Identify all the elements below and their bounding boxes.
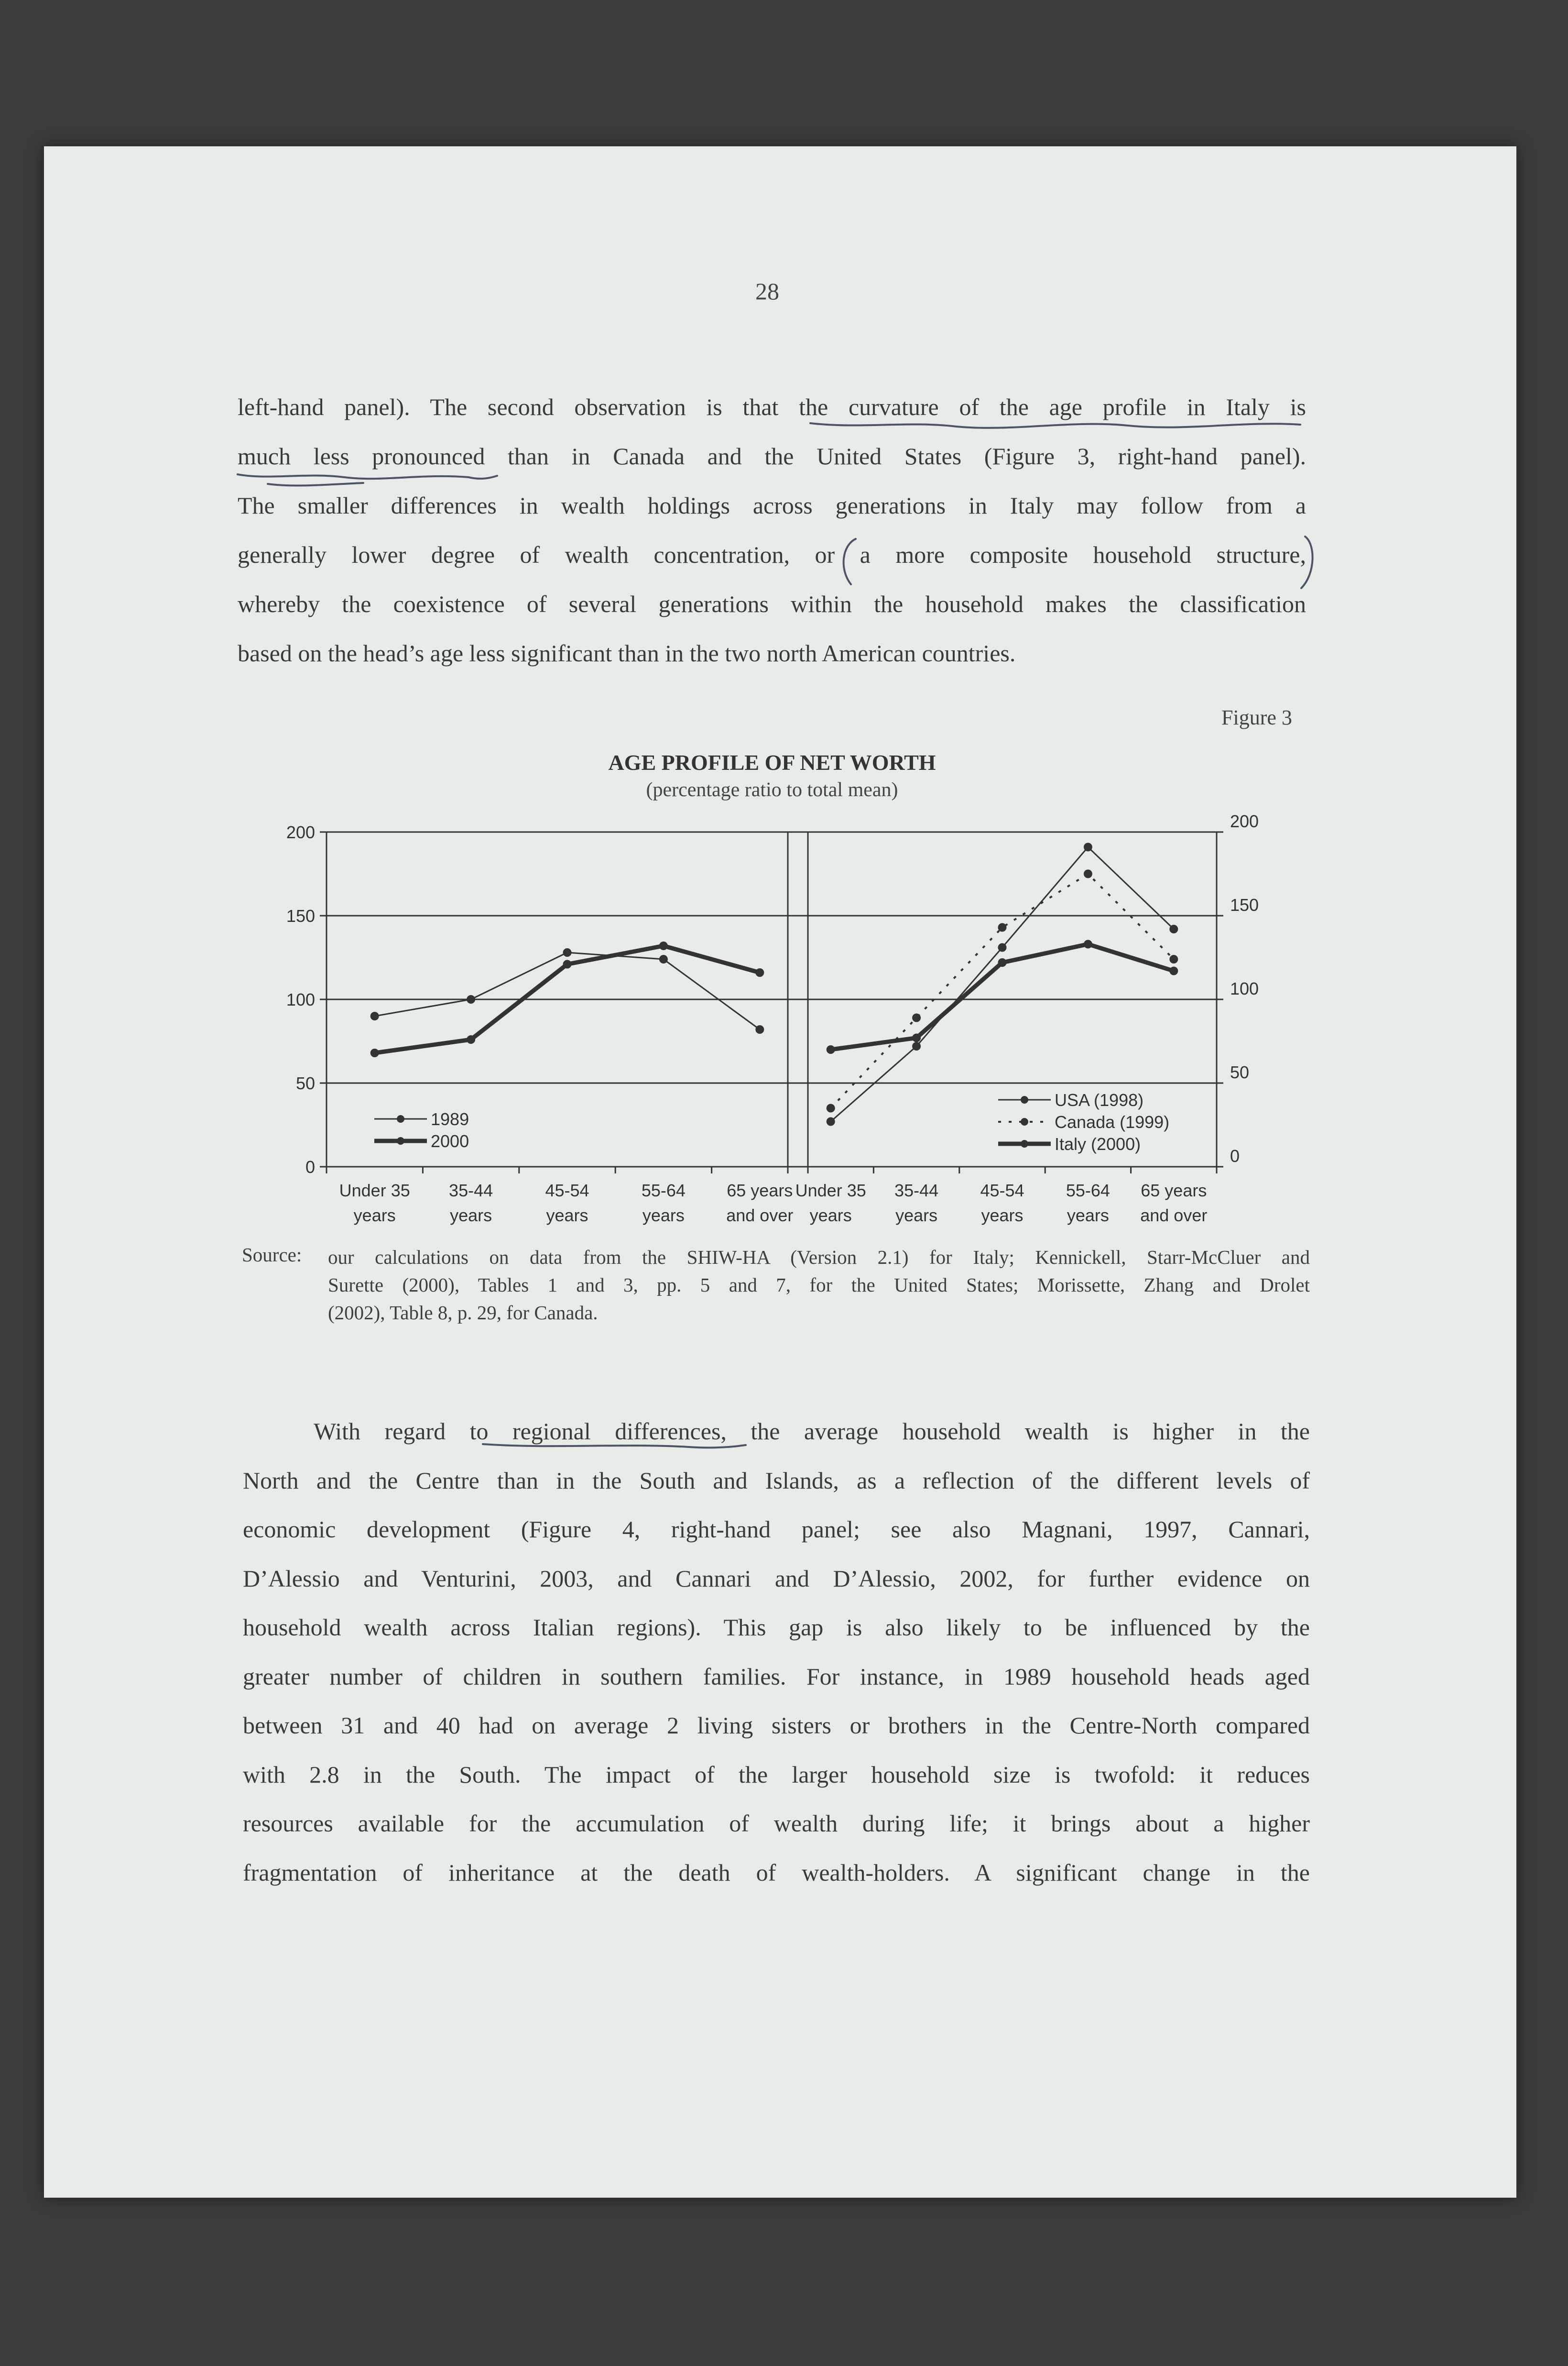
text-line: greater number of children in southern families. For instance, in 1989 household heads aged — [243, 1663, 1310, 1690]
text-line: North and the Centre than in the South and Islands, as a reflection of the different levels of — [243, 1467, 1310, 1494]
y-tick-label: 0 — [1230, 1146, 1240, 1166]
text-line: generally lower degree of wealth concentration, or a more composite household structure, — [238, 541, 1306, 568]
x-tick-label: 35-44 years — [449, 1181, 493, 1225]
text-line: fragmentation of inheritance at the death of wealth-holders. A significant change in the — [243, 1859, 1310, 1886]
bracket-mark — [1301, 537, 1313, 588]
chart-subtitle: (percentage ratio to total mean) — [646, 779, 898, 801]
underline-mark — [483, 1444, 746, 1447]
underline-mark — [238, 474, 497, 479]
text-line: much less pronounced than in Canada and the United States (Figure 3, right-hand panel). — [238, 443, 1306, 470]
legend-label: 2000 — [431, 1131, 469, 1151]
x-tick-label: Under 35 years — [795, 1181, 866, 1225]
text-line: resources available for the accumulation of wealth during life; it brings about a higher — [243, 1810, 1310, 1837]
x-tick-label: 65 years and over — [1140, 1181, 1208, 1225]
text-line: economic development (Figure 4, right-hand panel; see also Magnani, 1997, Cannari, — [243, 1516, 1310, 1543]
page-number: 28 — [755, 278, 779, 305]
y-tick-label: 200 — [1230, 811, 1259, 831]
y-tick-label: 150 — [1230, 895, 1259, 915]
source-line: our calculations on data from the SHIW-HA (Version 2.1) for Italy; Kennickell, Starr-McCluer and — [328, 1246, 1310, 1268]
x-tick-label: Under 35 years — [339, 1181, 410, 1225]
text-line: whereby the coexistence of several generations within the household makes the classification — [238, 591, 1306, 617]
text-line: left-hand panel). The second observation is that the curvature of the age profile in Italy is — [238, 394, 1306, 420]
source-label: Source: — [242, 1244, 302, 1266]
text-line: The smaller differences in wealth holdings across generations in Italy may follow from a — [238, 492, 1306, 519]
text-line: household wealth across Italian regions). This gap is also likely to be influenced by the — [243, 1614, 1310, 1641]
bracket-mark — [844, 539, 856, 584]
y-tick-label: 200 — [286, 822, 315, 842]
y-tick-label: 50 — [1230, 1063, 1250, 1082]
x-tick-label: 65 years and over — [726, 1181, 794, 1225]
x-tick-label: 55-64 years — [1066, 1181, 1110, 1225]
y-tick-label: 100 — [286, 990, 315, 1009]
underline-mark — [268, 483, 363, 485]
text-line: With regard to regional differences, the average household wealth is higher in the — [314, 1418, 1310, 1445]
x-tick-label: 45-54 years — [980, 1181, 1024, 1225]
y-tick-label: 100 — [1230, 979, 1259, 998]
text-line: between 31 and 40 had on average 2 living sisters or brothers in the Centre-North compared — [243, 1712, 1310, 1739]
x-tick-label: 35-44 years — [894, 1181, 939, 1225]
legend-label: Italy (2000) — [1055, 1134, 1141, 1154]
y-tick-label: 150 — [286, 906, 315, 926]
source-line: Surette (2000), Tables 1 and 3, pp. 5 and 7, for the United States; Morissette, Zhang and Drolet — [328, 1274, 1310, 1296]
y-tick-label: 50 — [295, 1073, 315, 1093]
legend-label: Canada (1999) — [1055, 1112, 1170, 1132]
x-tick-label: 55-64 years — [641, 1181, 686, 1225]
chart-title: AGE PROFILE OF NET WORTH — [608, 750, 936, 775]
source-line: (2002), Table 8, p. 29, for Canada. — [328, 1302, 598, 1324]
figure-label: Figure 3 — [1221, 706, 1292, 729]
x-tick-label: 45-54 years — [545, 1181, 589, 1225]
legend-label: 1989 — [431, 1109, 469, 1129]
text-line: with 2.8 in the South. The impact of the larger household size is twofold: it reduces — [243, 1761, 1310, 1788]
text-line: based on the head’s age less significant than in the two north American countries. — [238, 640, 1016, 667]
legend-label: USA (1998) — [1055, 1090, 1144, 1110]
text-line: D’Alessio and Venturini, 2003, and Cannari and D’Alessio, 2002, for further evidence on — [243, 1565, 1310, 1592]
y-tick-label: 0 — [305, 1157, 315, 1177]
underline-mark — [810, 423, 1300, 428]
